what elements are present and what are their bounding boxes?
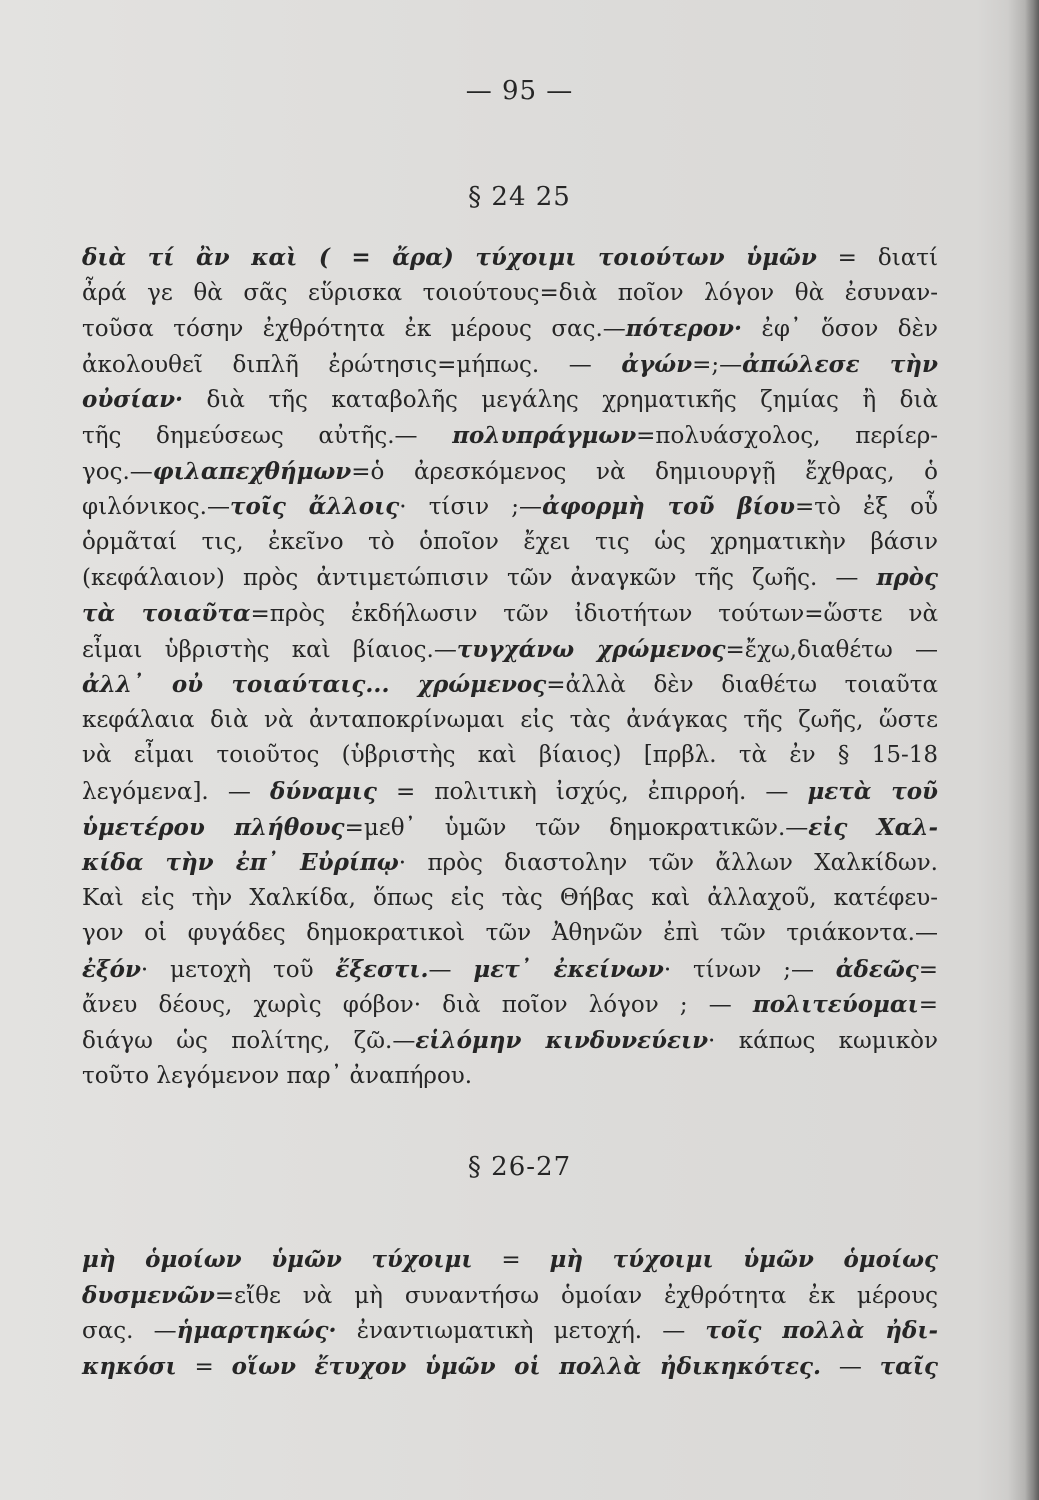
text-line — [82, 347, 938, 383]
gloss-text: =τὸ ἐξ οὗ — [794, 494, 939, 521]
gloss-text: λεγόμενα]. — — [82, 778, 270, 805]
lemma-term: ἀλλ᾽ οὐ τοιαύταις... χρώμενος — [82, 671, 547, 699]
gloss-text: ἄνευ δέους, χωρὶς φόβον· διὰ ποῖον λόγον ; — — [82, 992, 753, 1019]
text-line — [82, 1059, 938, 1095]
gloss-text: ἐναντιωματικὴ μετοχή. — — [336, 1318, 706, 1345]
lemma-term: ἀπώλεσε τὴν — [742, 350, 938, 378]
lemma-term: ἡμαρτηκώς· — [176, 1317, 337, 1345]
lemma-term: διὰ τί ἂν καὶ ( = ἄρα) τύχοιμι τοιούτων ὑμῶν — [82, 244, 817, 271]
gloss-text: · τίνων ;— — [663, 956, 836, 983]
gloss-text: = — [918, 956, 939, 983]
gloss-text: φιλόνικος.— — [82, 494, 230, 521]
gloss-text: · μετοχὴ τοῦ — [140, 956, 336, 983]
lemma-term: πολιτεύομαι — [752, 991, 919, 1019]
page-number: — 95 — — [465, 76, 574, 106]
gloss-text: · κάπως κωμικὸν — [708, 1028, 938, 1055]
lemma-term: μὴ ὁμοίων ὑμῶν τύχοιμι — [82, 1246, 473, 1273]
gloss-text: εἶμαι ὑβριστὴς καὶ βίαιος.— — [82, 636, 457, 663]
text-line — [82, 987, 938, 1023]
text-line — [82, 382, 938, 418]
gloss-text: = διατί — [816, 245, 938, 271]
gloss-text: σας. — — [82, 1318, 177, 1345]
section-heading-26-27: § 26-27 — [467, 1152, 572, 1182]
lemma-term: ταῖς — [879, 1352, 938, 1380]
gloss-text: ἐφ᾽ ὅσον δὲν — [742, 316, 938, 343]
gloss-text: ὁρμᾶταί τις, ἐκεῖνο τὸ ὁποῖον ἔχει τις ὡς χρηματικὴν βάσιν — [82, 528, 938, 555]
gloss-text: =μεθ᾽ ὑμῶν τῶν δημοκρατικῶν.— — [344, 814, 809, 841]
text-line — [82, 1313, 938, 1349]
text-line — [82, 596, 938, 632]
lemma-term: τοῖς πολλὰ ἠδι- — [705, 1317, 938, 1345]
text-line — [82, 738, 938, 774]
lemma-term: δύναμις — [269, 777, 377, 805]
text-line — [82, 845, 938, 881]
lemma-term: ἀφορμὴ τοῦ βίου — [542, 493, 795, 521]
gloss-text: διὰ τῆς καταβολῆς μεγάλης χρηματικῆς ζημίας ἢ διὰ — [183, 387, 938, 414]
text-line — [82, 667, 938, 703]
gloss-text: διάγω ὡς πολίτης, ζῶ.— — [82, 1028, 416, 1055]
lemma-term: ἀδεῶς — [835, 955, 919, 983]
lemma-term: ἀγών — [621, 350, 693, 378]
commentary-section-24-25 — [82, 240, 938, 1094]
lemma-term: ἔξεστι. — [335, 955, 429, 983]
lemma-term: ὑμετέρου πλήθους — [82, 813, 345, 841]
gloss-text: τοῦτο λεγόμενον παρ᾽ ἀναπήρου. — [82, 1062, 473, 1089]
text-line — [82, 774, 938, 810]
gloss-text: τοῦσα τόσην ἐχθρότητα ἐκ μέρους σας.— — [82, 316, 626, 343]
text-line — [82, 454, 938, 490]
lemma-term: ἐξόν — [82, 955, 141, 983]
text-line — [82, 560, 938, 596]
gloss-text: τῆς δημεύσεως αὐτῆς.— — [82, 422, 453, 449]
text-line — [82, 276, 938, 312]
lemma-term: εἱλόμην κινδυνεύειν — [415, 1027, 709, 1055]
lemma-term: εἰς Χαλ- — [808, 813, 939, 841]
text-line — [82, 1278, 938, 1314]
lemma-term: μετ᾽ ἐκείνων — [473, 955, 664, 983]
gloss-text: =ἀλλὰ δὲν διαθέτω τοιαῦτα — [546, 672, 938, 699]
text-line — [82, 952, 938, 988]
text-line — [82, 881, 938, 917]
text-line — [82, 632, 938, 668]
gloss-text: · τίσιν ;— — [399, 494, 543, 521]
gloss-text: · πρὸς διαστολην τῶν ἄλλων Χαλκίδων. — [398, 850, 938, 877]
page-edge-shadow — [1025, 0, 1039, 1500]
text-line — [82, 810, 938, 846]
text-line — [82, 703, 938, 739]
lemma-term: τυγχάνω χρώμενος — [456, 635, 726, 663]
lemma-term: μετὰ τοῦ — [807, 777, 938, 805]
section-heading-24-25: § 24 25 — [468, 182, 571, 212]
lemma-term: τὰ τοιαῦτα — [82, 599, 251, 627]
text-line — [82, 1023, 938, 1059]
lemma-term: κίδα τὴν ἐπ᾽ Εὐρίπῳ — [82, 849, 399, 877]
gloss-text: γος.— — [82, 458, 153, 485]
gloss-text: = — [918, 992, 938, 1019]
gloss-text: =ὁ ἀρεσκόμενος νὰ δημιουργῇ ἔχθρας, ὁ — [351, 458, 938, 485]
lemma-term: πολυπράγμων — [452, 421, 637, 449]
gloss-text: =ἔχω,διαθέτω — — [725, 636, 938, 663]
lemma-term: πότερον· — [625, 315, 743, 343]
lemma-term: πρὸς — [876, 564, 938, 592]
text-line — [82, 916, 938, 952]
text-line — [82, 1242, 938, 1278]
commentary-section-26-27 — [82, 1242, 938, 1384]
text-line — [82, 1349, 938, 1385]
gloss-text: =εἴθε νὰ μὴ συναντήσω ὁμοίαν ἐχθρότητα ἐκ μέρους — [214, 1282, 938, 1309]
gloss-text: =;— — [692, 351, 743, 378]
gloss-text: — — [820, 1353, 880, 1380]
text-line — [82, 489, 938, 525]
text-line — [82, 311, 938, 347]
gloss-text: ἀκολουθεῖ διπλῆ ἐρώτησις=μήπως. — — [82, 351, 622, 378]
gloss-text: — — [428, 956, 474, 983]
gloss-text: =πρὸς ἐκδήλωσιν τῶν ἰδιοτήτων τούτων=ὥστε νὰ — [250, 600, 938, 627]
gloss-text: ἆρά γε θὰ σᾶς εὕρισκα τοιούτους=διὰ ποῖον λόγον θὰ ἐσυναν- — [82, 279, 938, 306]
lemma-term: οἵων ἔτυχον ὑμῶν οἱ πολλὰ ἠδικηκότες. — [231, 1352, 821, 1380]
text-line — [82, 240, 938, 276]
gloss-text: = πολιτικὴ ἰσχύς, ἐπιρροή. — — [376, 778, 808, 805]
text-line — [82, 525, 938, 561]
lemma-term: κηκόσι — [82, 1352, 177, 1380]
gloss-text: =πολυάσχολος, περίερ- — [636, 422, 938, 449]
gloss-text: γον οἱ φυγάδες δημοκρατικοὶ τῶν Ἀθηνῶν ἐπὶ τῶν τριάκοντα.— — [82, 920, 938, 947]
lemma-term: δυσμενῶν — [82, 1281, 215, 1309]
text-line — [82, 418, 938, 454]
lemma-term: μὴ τύχοιμι ὑμῶν ὁμοίως — [549, 1246, 938, 1273]
lemma-term: φιλαπεχθήμων — [152, 457, 352, 485]
gloss-text: = — [176, 1353, 232, 1380]
gloss-text: κεφάλαια διὰ νὰ ἀνταποκρίνωμαι εἰς τὰς ἀνάγκας τῆς ζωῆς, ὥστε — [82, 706, 938, 733]
lemma-term: τοῖς ἄλλοις — [229, 493, 400, 521]
gloss-text: Καὶ εἰς τὴν Χαλκίδα, ὅπως εἰς τὰς Θήβας καὶ ἀλλαχοῦ, κατέφευ- — [82, 884, 938, 911]
gloss-text: (κεφάλαιον) πρὸς ἀντιμετώπισιν τῶν ἀναγκῶν τῆς ζωῆς. — — [82, 565, 877, 592]
gloss-text: = — [472, 1247, 550, 1273]
lemma-term: οὐσίαν· — [82, 386, 184, 414]
gloss-text: νὰ εἶμαι τοιοῦτος (ὑβριστὴς καὶ βίαιος) [πρβλ. τὰ ἐν § 15-18 — [82, 742, 938, 769]
